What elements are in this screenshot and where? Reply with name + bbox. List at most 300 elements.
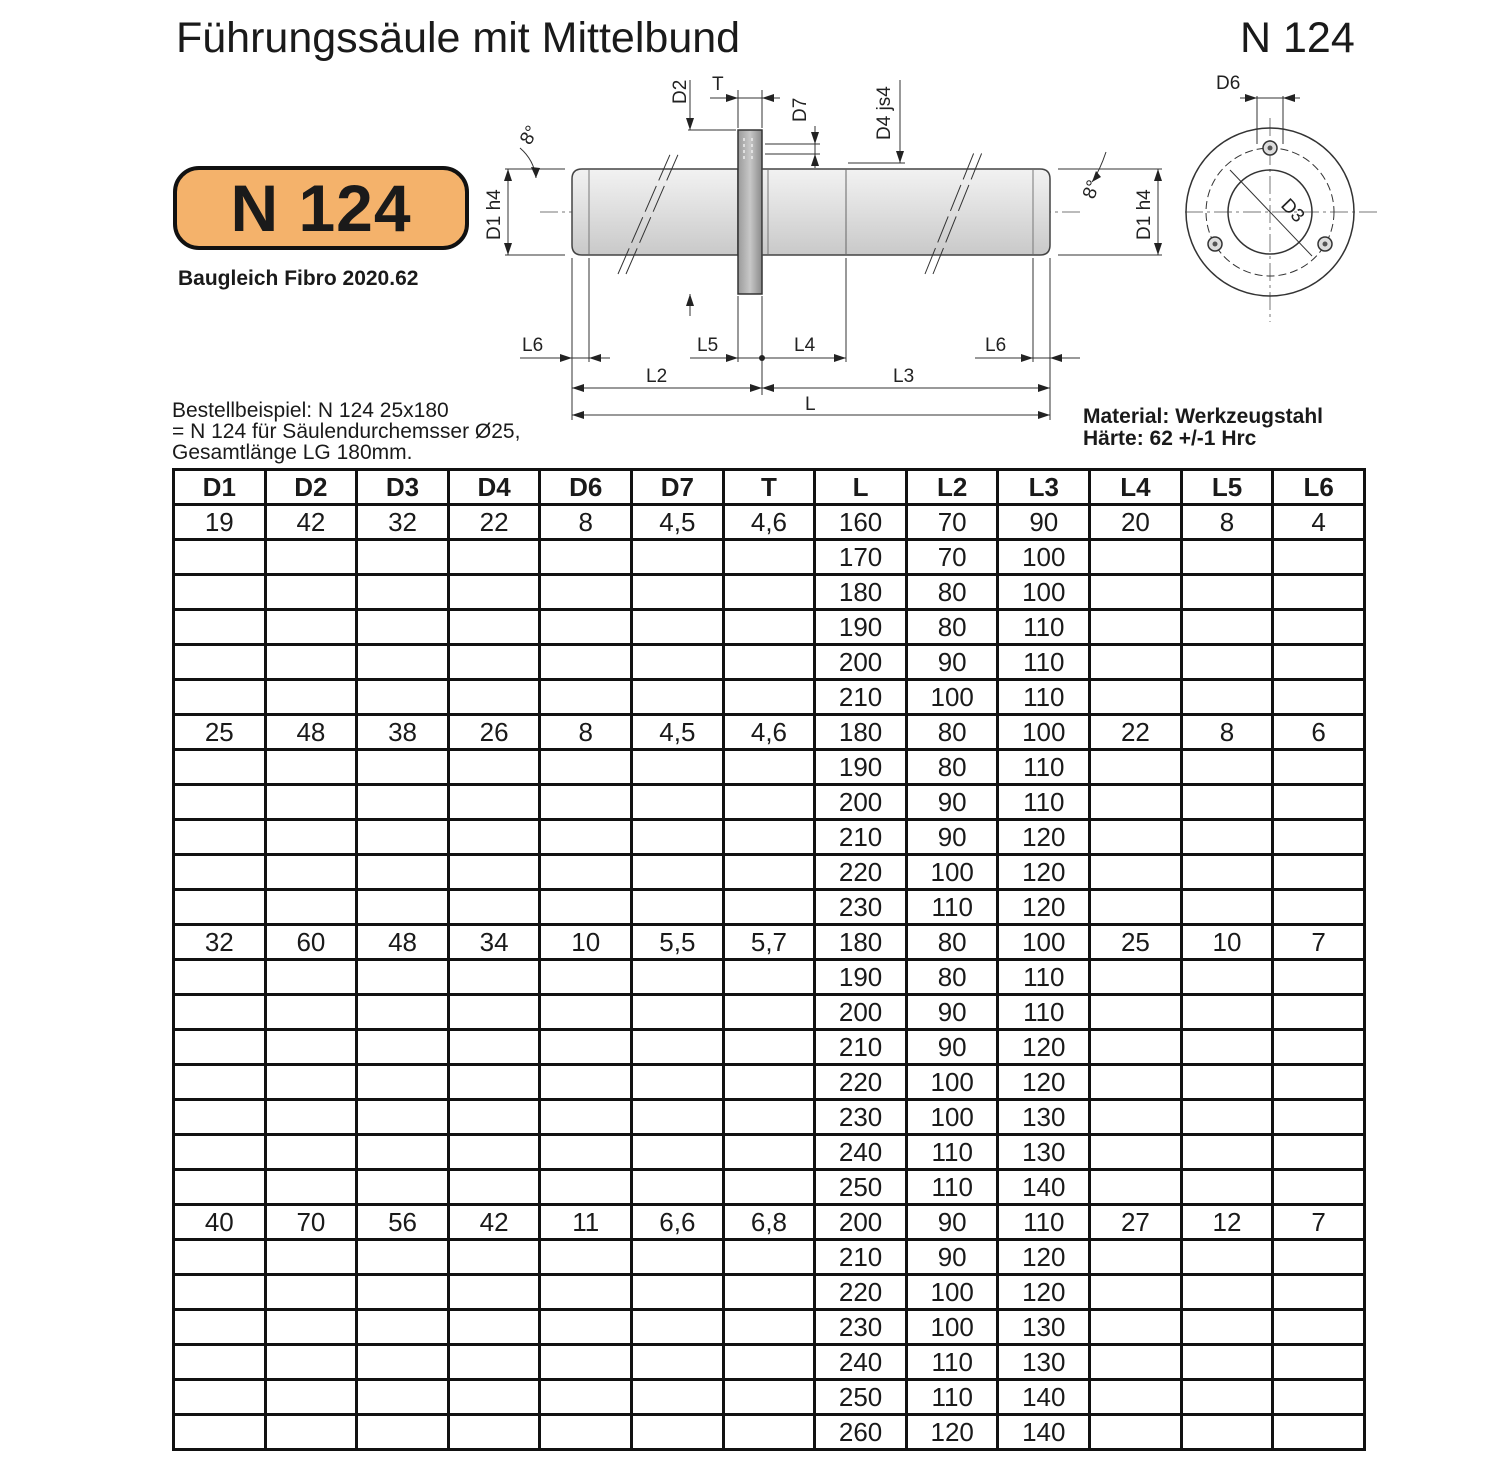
table-row xyxy=(174,1065,1365,1100)
table-cell-d6 xyxy=(540,1135,632,1170)
table-cell-d2 xyxy=(265,1275,357,1310)
column-header-l5: L5 xyxy=(1181,470,1273,505)
table-cell-l: 230 xyxy=(815,890,907,925)
table-cell-l2: 90 xyxy=(906,995,998,1030)
table-cell-t xyxy=(723,540,815,575)
table-cell-d1 xyxy=(174,855,266,890)
table-cell-l3: 140 xyxy=(998,1170,1090,1205)
table-cell-d6 xyxy=(540,960,632,995)
table-cell-d2 xyxy=(265,1310,357,1345)
table-cell-t xyxy=(723,1310,815,1345)
table-cell-l: 250 xyxy=(815,1380,907,1415)
table-cell-d3 xyxy=(357,1100,449,1135)
table-cell-l4 xyxy=(1090,1240,1182,1275)
table-cell-d3 xyxy=(357,785,449,820)
table-cell-d2 xyxy=(265,1240,357,1275)
table-cell-d7 xyxy=(632,855,724,890)
table-cell-l4 xyxy=(1090,575,1182,610)
table-cell-d4 xyxy=(448,1030,540,1065)
table-row xyxy=(174,1240,1365,1275)
table-cell-d4 xyxy=(448,1415,540,1450)
table-cell-l6 xyxy=(1273,995,1365,1030)
table-cell-l4 xyxy=(1090,1415,1182,1450)
table-cell-d7: 4,5 xyxy=(632,715,724,750)
table-row xyxy=(174,750,1365,785)
table-cell-d2 xyxy=(265,1135,357,1170)
table-cell-d4 xyxy=(448,645,540,680)
table-cell-d7 xyxy=(632,1170,724,1205)
table-cell-t xyxy=(723,750,815,785)
table-cell-l6 xyxy=(1273,610,1365,645)
table-cell-l3: 140 xyxy=(998,1380,1090,1415)
flange xyxy=(738,130,762,294)
table-cell-l2: 70 xyxy=(906,505,998,540)
table-cell-l: 190 xyxy=(815,960,907,995)
table-cell-l3: 110 xyxy=(998,645,1090,680)
table-cell-l: 200 xyxy=(815,645,907,680)
table-cell-l2: 100 xyxy=(906,1275,998,1310)
table-cell-l6 xyxy=(1273,1100,1365,1135)
table-cell-d3: 48 xyxy=(357,925,449,960)
order-example-line-3: Gesamtlänge LG 180mm. xyxy=(172,441,413,464)
table-cell-d7 xyxy=(632,785,724,820)
table-cell-d3 xyxy=(357,1065,449,1100)
table-cell-d7 xyxy=(632,575,724,610)
table-cell-d7 xyxy=(632,1100,724,1135)
material-line: Material: Werkzeugstahl xyxy=(1083,405,1324,428)
column-header-d3: D3 xyxy=(357,470,449,505)
table-cell-d6 xyxy=(540,1310,632,1345)
table-cell-l4 xyxy=(1090,540,1182,575)
table-cell-l4 xyxy=(1090,855,1182,890)
order-example-line-2: = N 124 für Säulendurchemsser Ø25, xyxy=(172,420,521,443)
table-cell-d3 xyxy=(357,995,449,1030)
table-cell-d7 xyxy=(632,1310,724,1345)
column-header-d7: D7 xyxy=(632,470,724,505)
table-row xyxy=(174,1380,1365,1415)
table-cell-d7 xyxy=(632,1065,724,1100)
label-l: L xyxy=(805,394,816,415)
table-cell-l: 220 xyxy=(815,1065,907,1100)
table-cell-l3: 110 xyxy=(998,785,1090,820)
table-cell-d4 xyxy=(448,1170,540,1205)
table-row xyxy=(174,680,1365,715)
table-cell-l2: 110 xyxy=(906,1135,998,1170)
table-cell-t: 6,8 xyxy=(723,1205,815,1240)
table-cell-d3 xyxy=(357,750,449,785)
table-cell-l6 xyxy=(1273,645,1365,680)
table-cell-d1 xyxy=(174,1170,266,1205)
label-t: T xyxy=(712,74,724,95)
table-cell-l2: 110 xyxy=(906,1380,998,1415)
table-cell-l3: 120 xyxy=(998,1275,1090,1310)
table-cell-l4 xyxy=(1090,995,1182,1030)
table-row xyxy=(174,1170,1365,1205)
column-header-l: L xyxy=(815,470,907,505)
table-cell-t: 5,7 xyxy=(723,925,815,960)
table-cell-d3 xyxy=(357,680,449,715)
column-header-l6: L6 xyxy=(1273,470,1365,505)
label-angle-left: 8° xyxy=(516,122,544,149)
table-cell-d4 xyxy=(448,820,540,855)
table-cell-l3: 110 xyxy=(998,1205,1090,1240)
table-row xyxy=(174,1310,1365,1345)
label-d6: D6 xyxy=(1216,73,1241,94)
table-cell-d1 xyxy=(174,1415,266,1450)
table-cell-l: 250 xyxy=(815,1170,907,1205)
table-cell-d7 xyxy=(632,750,724,785)
table-cell-l3: 100 xyxy=(998,540,1090,575)
table-cell-d6 xyxy=(540,890,632,925)
table-cell-t xyxy=(723,1170,815,1205)
table-cell-d2 xyxy=(265,575,357,610)
table-row xyxy=(174,610,1365,645)
table-cell-l: 230 xyxy=(815,1310,907,1345)
table-cell-l2: 110 xyxy=(906,1345,998,1380)
table-cell-l: 170 xyxy=(815,540,907,575)
table-row xyxy=(174,715,1365,750)
table-cell-d7 xyxy=(632,995,724,1030)
table-cell-d2 xyxy=(265,1100,357,1135)
table-row xyxy=(174,1135,1365,1170)
table-cell-d4 xyxy=(448,1065,540,1100)
table-cell-d6 xyxy=(540,1100,632,1135)
table-cell-l5: 12 xyxy=(1181,1205,1273,1240)
table-cell-l5 xyxy=(1181,1345,1273,1380)
table-row xyxy=(174,785,1365,820)
column-header-d4: D4 xyxy=(448,470,540,505)
table-cell-l6 xyxy=(1273,540,1365,575)
table-cell-d7: 4,5 xyxy=(632,505,724,540)
table-cell-d1 xyxy=(174,540,266,575)
table-cell-l3: 120 xyxy=(998,855,1090,890)
table-cell-l2: 80 xyxy=(906,610,998,645)
table-cell-d7 xyxy=(632,820,724,855)
table-cell-d2: 60 xyxy=(265,925,357,960)
column-header-d1: D1 xyxy=(174,470,266,505)
table-cell-l6 xyxy=(1273,1380,1365,1415)
table-cell-d4 xyxy=(448,890,540,925)
table-cell-l5 xyxy=(1181,785,1273,820)
table-cell-d1: 40 xyxy=(174,1205,266,1240)
table-cell-d2 xyxy=(265,820,357,855)
table-cell-d4 xyxy=(448,680,540,715)
label-l6-right: L6 xyxy=(985,335,1007,356)
table-cell-d2 xyxy=(265,645,357,680)
table-cell-d2: 70 xyxy=(265,1205,357,1240)
table-cell-d3 xyxy=(357,1275,449,1310)
table-cell-l5 xyxy=(1181,610,1273,645)
table-cell-d3 xyxy=(357,540,449,575)
table-cell-d1 xyxy=(174,1100,266,1135)
table-cell-d6 xyxy=(540,1065,632,1100)
table-cell-d4 xyxy=(448,1310,540,1345)
table-cell-d4: 42 xyxy=(448,1205,540,1240)
table-cell-d6 xyxy=(540,540,632,575)
table-cell-l4 xyxy=(1090,1100,1182,1135)
table-cell-l3: 110 xyxy=(998,995,1090,1030)
table-cell-l: 220 xyxy=(815,855,907,890)
table-cell-l4 xyxy=(1090,1275,1182,1310)
table-cell-d1 xyxy=(174,1380,266,1415)
table-cell-l: 160 xyxy=(815,505,907,540)
table-row xyxy=(174,1205,1365,1240)
product-badge: N 124 xyxy=(173,166,469,250)
table-cell-d1 xyxy=(174,1240,266,1275)
table-row xyxy=(174,540,1365,575)
table-cell-l3: 130 xyxy=(998,1100,1090,1135)
table-cell-d6 xyxy=(540,1345,632,1380)
table-cell-t xyxy=(723,785,815,820)
table-cell-d7: 6,6 xyxy=(632,1205,724,1240)
table-cell-l4 xyxy=(1090,890,1182,925)
table-cell-l5 xyxy=(1181,1030,1273,1065)
table-cell-l4 xyxy=(1090,785,1182,820)
table-cell-d2 xyxy=(265,1380,357,1415)
table-cell-l3: 120 xyxy=(998,1030,1090,1065)
table-cell-d3 xyxy=(357,610,449,645)
table-cell-d6 xyxy=(540,575,632,610)
table-cell-d4 xyxy=(448,855,540,890)
table-cell-d4: 26 xyxy=(448,715,540,750)
table-cell-d1 xyxy=(174,785,266,820)
table-cell-l2: 90 xyxy=(906,1030,998,1065)
material-info xyxy=(1083,406,1323,450)
table-cell-d7 xyxy=(632,680,724,715)
table-cell-d1 xyxy=(174,1135,266,1170)
table-cell-d4 xyxy=(448,1275,540,1310)
table-cell-d4 xyxy=(448,785,540,820)
table-cell-d3 xyxy=(357,1240,449,1275)
table-cell-d2 xyxy=(265,1065,357,1100)
table-cell-d4 xyxy=(448,1135,540,1170)
table-cell-t xyxy=(723,575,815,610)
table-cell-l4 xyxy=(1090,1135,1182,1170)
table-cell-l: 210 xyxy=(815,680,907,715)
table-row xyxy=(174,995,1365,1030)
table-cell-l: 260 xyxy=(815,1415,907,1450)
label-angle-right: 8° xyxy=(1078,177,1105,202)
table-cell-d4 xyxy=(448,995,540,1030)
table-cell-d7 xyxy=(632,890,724,925)
table-cell-d3 xyxy=(357,575,449,610)
table-cell-d3: 38 xyxy=(357,715,449,750)
table-cell-l2: 100 xyxy=(906,1065,998,1100)
table-cell-d1 xyxy=(174,995,266,1030)
table-cell-l5 xyxy=(1181,855,1273,890)
table-row xyxy=(174,645,1365,680)
equivalent-note: Baugleich Fibro 2020.62 xyxy=(178,267,419,290)
table-row xyxy=(174,1100,1365,1135)
table-cell-t xyxy=(723,1380,815,1415)
label-l4: L4 xyxy=(794,335,816,356)
table-cell-l2: 80 xyxy=(906,575,998,610)
table-cell-l6 xyxy=(1273,960,1365,995)
table-cell-d1 xyxy=(174,820,266,855)
table-cell-l: 220 xyxy=(815,1275,907,1310)
table-cell-l: 210 xyxy=(815,1240,907,1275)
table-cell-l6: 6 xyxy=(1273,715,1365,750)
table-cell-d4 xyxy=(448,1100,540,1135)
page-title: Führungssäule mit Mittelbund xyxy=(176,14,741,62)
table-cell-d1 xyxy=(174,1345,266,1380)
table-cell-l6: 7 xyxy=(1273,1205,1365,1240)
table-cell-l5 xyxy=(1181,1415,1273,1450)
table-cell-l3: 130 xyxy=(998,1135,1090,1170)
table-cell-l4 xyxy=(1090,820,1182,855)
table-cell-d6: 8 xyxy=(540,505,632,540)
column-header-d6: D6 xyxy=(540,470,632,505)
column-header-l2: L2 xyxy=(906,470,998,505)
table-cell-d7 xyxy=(632,540,724,575)
table-cell-d3 xyxy=(357,1170,449,1205)
table-cell-t xyxy=(723,960,815,995)
table-cell-l5 xyxy=(1181,680,1273,715)
table-cell-l5 xyxy=(1181,645,1273,680)
table-cell-d2 xyxy=(265,1345,357,1380)
table-cell-l4 xyxy=(1090,610,1182,645)
table-cell-l2: 90 xyxy=(906,820,998,855)
table-cell-l2: 80 xyxy=(906,750,998,785)
table-cell-l6 xyxy=(1273,1345,1365,1380)
table-cell-l: 190 xyxy=(815,610,907,645)
table-cell-d1 xyxy=(174,1030,266,1065)
table-cell-d6 xyxy=(540,1030,632,1065)
table-cell-l3: 120 xyxy=(998,820,1090,855)
table-cell-l: 200 xyxy=(815,785,907,820)
table-cell-l4 xyxy=(1090,750,1182,785)
table-cell-l2: 90 xyxy=(906,1240,998,1275)
table-cell-d3: 56 xyxy=(357,1205,449,1240)
column-header-l3: L3 xyxy=(998,470,1090,505)
table-cell-l: 240 xyxy=(815,1345,907,1380)
table-cell-l4 xyxy=(1090,1380,1182,1415)
table-cell-d3 xyxy=(357,1030,449,1065)
table-cell-d1 xyxy=(174,680,266,715)
table-cell-d7 xyxy=(632,1345,724,1380)
table-cell-d2 xyxy=(265,680,357,715)
table-row xyxy=(174,855,1365,890)
table-cell-l5 xyxy=(1181,750,1273,785)
table-cell-l: 200 xyxy=(815,995,907,1030)
left-shaft xyxy=(572,169,738,255)
table-cell-d7 xyxy=(632,610,724,645)
table-cell-l2: 110 xyxy=(906,1170,998,1205)
table-cell-l5 xyxy=(1181,1310,1273,1345)
table-cell-d4 xyxy=(448,960,540,995)
table-cell-d4: 34 xyxy=(448,925,540,960)
table-cell-l6 xyxy=(1273,680,1365,715)
table-cell-d6 xyxy=(540,610,632,645)
table-cell-d2 xyxy=(265,890,357,925)
table-cell-l4 xyxy=(1090,1310,1182,1345)
table-cell-d1: 32 xyxy=(174,925,266,960)
label-l5: L5 xyxy=(697,335,719,356)
table-cell-d2 xyxy=(265,855,357,890)
table-cell-d7 xyxy=(632,960,724,995)
table-cell-t xyxy=(723,1415,815,1450)
table-cell-l6 xyxy=(1273,785,1365,820)
right-shaft xyxy=(762,169,1050,255)
table-cell-d6 xyxy=(540,995,632,1030)
table-cell-d1 xyxy=(174,1065,266,1100)
table-cell-l4 xyxy=(1090,1065,1182,1100)
table-cell-l2: 90 xyxy=(906,785,998,820)
table-cell-l3: 140 xyxy=(998,1415,1090,1450)
table-cell-t: 4,6 xyxy=(723,505,815,540)
table-cell-l3: 120 xyxy=(998,1065,1090,1100)
table-cell-d7 xyxy=(632,1135,724,1170)
table-cell-d7 xyxy=(632,1380,724,1415)
table-cell-d3 xyxy=(357,820,449,855)
table-cell-l5 xyxy=(1181,820,1273,855)
product-code: N 124 xyxy=(1240,14,1355,62)
table-cell-t xyxy=(723,820,815,855)
table-row xyxy=(174,890,1365,925)
table-cell-l3: 110 xyxy=(998,680,1090,715)
table-cell-d3 xyxy=(357,1415,449,1450)
table-cell-d6 xyxy=(540,1240,632,1275)
table-row xyxy=(174,960,1365,995)
table-cell-d7 xyxy=(632,1415,724,1450)
table-cell-d6: 8 xyxy=(540,715,632,750)
table-cell-d1 xyxy=(174,890,266,925)
table-cell-d7 xyxy=(632,1275,724,1310)
order-example xyxy=(172,400,520,463)
table-cell-d3 xyxy=(357,1310,449,1345)
table-cell-d6 xyxy=(540,1415,632,1450)
table-cell-d1 xyxy=(174,575,266,610)
table-cell-l5 xyxy=(1181,1240,1273,1275)
table-cell-d6: 10 xyxy=(540,925,632,960)
label-d4: D4 js4 xyxy=(874,86,895,140)
table-cell-l2: 100 xyxy=(906,680,998,715)
table-cell-l4: 22 xyxy=(1090,715,1182,750)
table-cell-l: 210 xyxy=(815,1030,907,1065)
table-cell-t xyxy=(723,855,815,890)
table-row xyxy=(174,1275,1365,1310)
table-cell-t: 4,6 xyxy=(723,715,815,750)
table-cell-l6 xyxy=(1273,1275,1365,1310)
table-cell-l5 xyxy=(1181,575,1273,610)
table-cell-d2 xyxy=(265,960,357,995)
table-cell-t xyxy=(723,890,815,925)
table-cell-t xyxy=(723,680,815,715)
table-header-row xyxy=(174,470,1365,505)
table-cell-d2 xyxy=(265,1030,357,1065)
table-cell-t xyxy=(723,1275,815,1310)
table-cell-d1 xyxy=(174,750,266,785)
table-cell-l5 xyxy=(1181,1275,1273,1310)
table-cell-l2: 100 xyxy=(906,1100,998,1135)
table-cell-l4 xyxy=(1090,1170,1182,1205)
table-cell-d1 xyxy=(174,610,266,645)
table-cell-l5: 8 xyxy=(1181,505,1273,540)
table-cell-l2: 110 xyxy=(906,890,998,925)
table-cell-l5: 8 xyxy=(1181,715,1273,750)
table-cell-d3 xyxy=(357,855,449,890)
table-cell-d7 xyxy=(632,645,724,680)
table-cell-l3: 120 xyxy=(998,1240,1090,1275)
table-cell-d4: 22 xyxy=(448,505,540,540)
table-cell-l2: 90 xyxy=(906,1205,998,1240)
table-cell-l6: 7 xyxy=(1273,925,1365,960)
table-cell-d3 xyxy=(357,1135,449,1170)
table-cell-l6 xyxy=(1273,855,1365,890)
table-cell-l6: 4 xyxy=(1273,505,1365,540)
table-cell-d4 xyxy=(448,1345,540,1380)
table-row xyxy=(174,820,1365,855)
